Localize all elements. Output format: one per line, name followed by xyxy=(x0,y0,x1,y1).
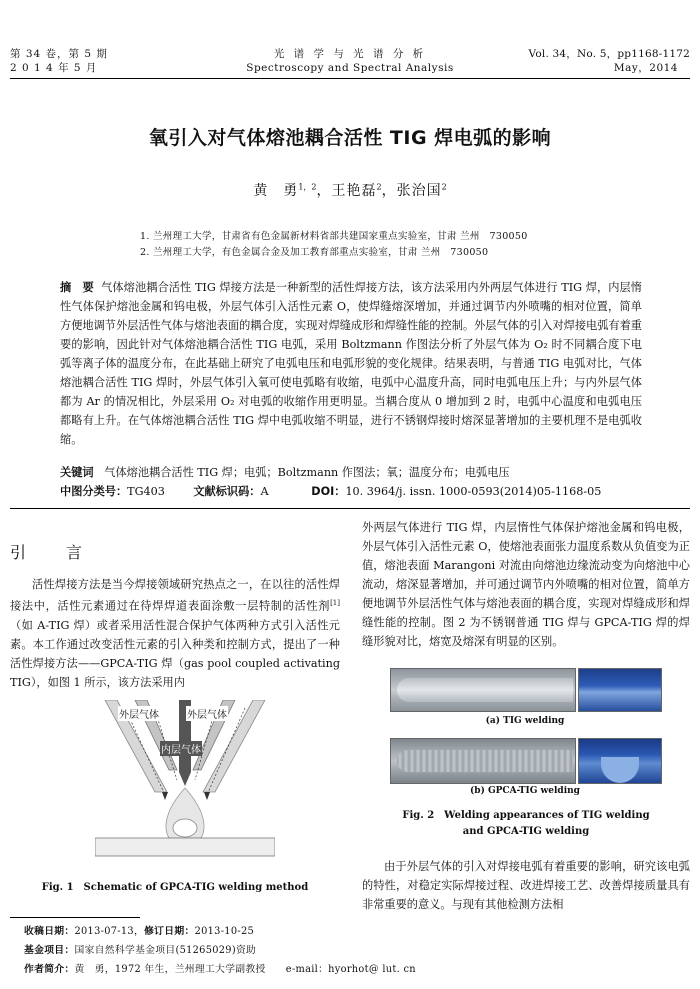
doi-label: DOI： xyxy=(311,485,346,498)
author-list: 黄 勇$^{1,2}$，王艳磊$^2$，张治国$^2$ xyxy=(253,182,447,199)
gpca-weld-cross-section-photo xyxy=(578,738,662,784)
revised-date: 2013-10-25 xyxy=(194,926,255,937)
journal-date: 2 0 1 4 年 5 月 xyxy=(10,62,98,74)
clc-value: TG403 xyxy=(127,485,165,498)
gpca-weld-bead xyxy=(397,750,573,772)
author-name: 张治国 xyxy=(396,183,442,199)
footnote-fund xyxy=(24,941,256,960)
intro-text: 活性焊接方法是当今焊接领域研究热点之一，在以往的活性焊接法中，活性元素通过在待焊焊道表面涂敷一层特制的活性剂 xyxy=(10,578,340,613)
label-outer-gas-right: 外层气体 xyxy=(186,706,228,721)
keywords-text: 气体熔池耦合活性 TIG 焊；电弧；Boltzmann 作图法；氧；温度分布；电弧电压 xyxy=(104,466,510,479)
journal-name-en: Spectroscopy and Spectral Analysis xyxy=(246,62,454,74)
weld-pool xyxy=(173,819,197,837)
paper-title: 氧引入对气体熔池耦合活性 TIG 焊电弧的影响 xyxy=(148,127,552,149)
abstract-label: 摘 要 xyxy=(60,281,94,294)
clc-label: 中图分类号： xyxy=(60,485,128,498)
fund-text: 国家自然科学基金项目(51265029)资助 xyxy=(74,945,257,956)
journal-volume-en: Vol. 34，No. 5，pp1168-1172 xyxy=(528,48,690,60)
affiliation: 1. 兰州理工大学，甘肃省有色金属新材料省部共建国家重点实验室，甘肃 兰州 730050 xyxy=(140,231,528,242)
bio-label: 作者简介： xyxy=(24,964,75,975)
keywords-label: 关键词 xyxy=(60,466,94,479)
label-outer-gas-left: 外层气体 xyxy=(118,706,160,721)
figure2-caption-line1: Fig. 2 Welding appearances of TIG welding xyxy=(402,810,650,821)
intro-paragraph-right: 外两层气体进行 TIG 焊，内层惰性气体保护熔池金属和钨电极，外层气体引入活性元素 O，使熔池表面张力温度系数从负值变为正值，熔池表面 Marangoni 对流由向熔池边缘流动变为向熔池中心流动，熔深显著增加，并可通过调节内外喷嘴的相对位置，简单方便地调节外层活性气体与熔池表面的耦合度，实现对焊缝成形和焊缝性能的控制。图 2 为不锈钢普通 TIG 焊与 GPCA-TIG 焊的焊缝形貌对比，熔宽及熔深有明显的区别。 xyxy=(362,521,690,648)
footnote-rule xyxy=(10,917,140,918)
doi-value: 10. 3964/j. issn. 1000-0593(2014)05-1168-05 xyxy=(345,485,602,498)
tig-weld-bead xyxy=(397,678,573,702)
intro-paragraph-right-2: 由于外层气体的引入对焊接电弧有着重要的影响，研究该电弧的特性，对稳定实际焊接过程、改进焊接工艺、改善焊接质量具有非常重要的意义。与现有其他检测方法相 xyxy=(362,860,690,911)
tig-weld-surface-photo xyxy=(390,668,576,712)
author-affiliation-mark: 2 xyxy=(441,182,447,192)
figure1-schematic xyxy=(95,700,275,865)
author-name: 黄 勇 xyxy=(253,183,299,199)
journal-volume: 第 34 卷，第 5 期 xyxy=(10,48,108,60)
journal-name-cn: 光 谱 学 与 光 谱 分 析 xyxy=(273,48,427,60)
gpca-penetration xyxy=(601,757,639,783)
workpiece xyxy=(95,838,275,856)
intro-paragraph-left xyxy=(10,575,340,692)
gpca-weld-surface-photo xyxy=(390,738,576,784)
author-affiliation-mark: 2 xyxy=(376,182,382,192)
footnote-dates xyxy=(24,922,254,941)
figure2-subcaption-a: (a) TIG welding xyxy=(485,716,565,726)
fund-label: 基金项目： xyxy=(24,945,75,956)
tig-weld-cross-section-photo xyxy=(578,668,662,712)
label-inner-gas: 内层气体 xyxy=(160,741,202,756)
abstract-text: 气体熔池耦合活性 TIG 焊接方法是一种新型的活性焊接方法，该方法采用内外两层气体进行 TIG 焊，内层惰性气体保护熔池金属和钨电极，外层气体引入活性元素 O，使焊缝熔深增加，并通过调节内外喷嘴的相对位置，简单方便地调节外层活性气体与熔池表面的耦合度，实现对焊缝成形和焊缝性能的控制。外层气体的引入对焊接电弧有着重要的影响，因此针对气体熔池耦合活性 TIG 电弧，采用 Boltzmann 作图法分析了外层气体为 O₂ 时不同耦合度下电弧等离子体的温度分布，在此基础上研究了电弧电压和电弧形貌的变化规律。结果表明，与普通 TIG 电弧对比，气体熔池耦合活性 TIG 焊时，外层气体引入氧可使电弧略有收缩，电弧中心温度升高，同时电弧电压上升；与内外层气体都为 Ar 的情况相比，外层采用 O₂ 对电弧的收缩作用更明显。当耦合度从 0 增加到 2 时，电弧中心温度和电弧电压都略有上升。在气体熔池耦合活性 TIG 焊中电弧收缩不明显，进行不锈钢焊接时熔深显著增加的主要机理不是电弧收缩。 xyxy=(60,281,642,446)
journal-date-en: May，2014 xyxy=(613,62,678,74)
received-label: 收稿日期： xyxy=(24,926,75,937)
abstract xyxy=(60,278,642,449)
author-affiliation-mark: 1，2 xyxy=(298,182,317,192)
doc-code-label: 文献标识码： xyxy=(193,485,261,498)
abstract-rule xyxy=(10,508,690,509)
affiliation: 2. 兰州理工大学，有色金属合金及加工教育部重点实验室，甘肃 兰州 730050 xyxy=(140,247,489,258)
figure1-caption: Fig. 1 Schematic of GPCA-TIG welding method xyxy=(41,882,309,893)
doc-code-value: A xyxy=(260,485,269,498)
footnote-author-bio xyxy=(24,960,416,979)
keywords xyxy=(60,464,510,480)
bio-text: 黄 勇，1972 年生，兰州理工大学副教授 e-mail：hyorhot@ lut. cn xyxy=(74,964,416,975)
figure2-caption xyxy=(362,808,690,840)
intro-text: （如 A-TIG 焊）或者采用活性混合保护气体两种方式引入活性元素。本工作通过改变活性元素的引入种类和控制方式，提出了一种活性焊接方法——GPCA-TIG 焊（gas pool coupled activating TIG），如图 1 所示，该方法采用内 xyxy=(10,618,340,689)
revised-label: 修订日期： xyxy=(144,926,195,937)
classification xyxy=(60,483,601,499)
header-rule xyxy=(10,78,690,79)
figure2-subcaption-b: (b) GPCA-TIG welding xyxy=(470,786,580,796)
received-date: 2013-07-13， xyxy=(74,926,145,937)
author-name: 王艳磊 xyxy=(331,183,377,199)
figure2-caption-line2: and GPCA-TIG welding xyxy=(462,826,590,837)
section-heading: 引 言 xyxy=(10,543,95,562)
citation-ref: [1] xyxy=(330,599,340,607)
